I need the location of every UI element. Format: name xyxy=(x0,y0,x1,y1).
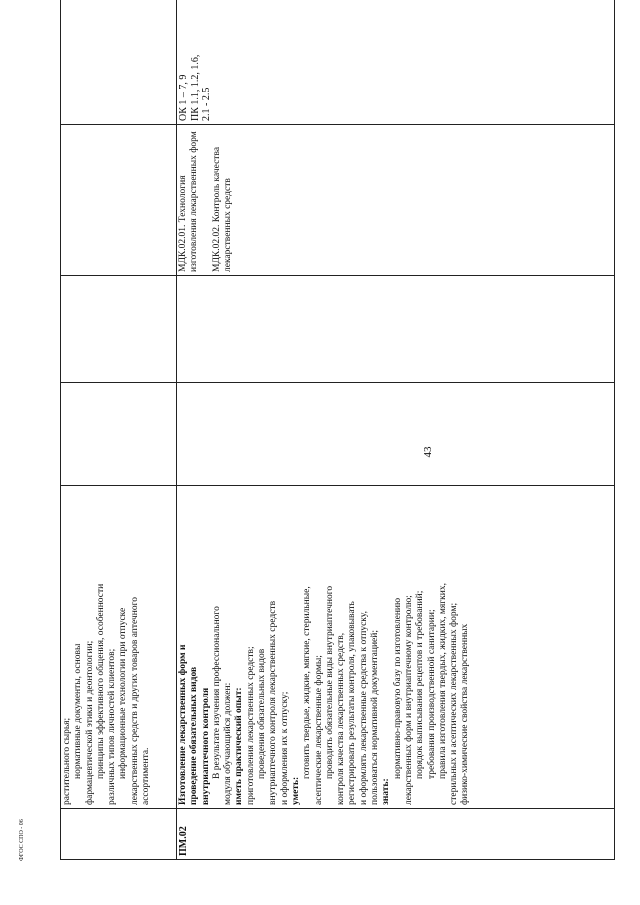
module-title-line: проведение обязательных видов xyxy=(189,666,200,805)
module-title-line: Изготовление лекарственных форм и xyxy=(178,644,188,805)
text-line: лекарственных средств и других товаров аптечного xyxy=(129,596,140,805)
practice-label: иметь практический опыт: xyxy=(234,687,245,805)
module-content-cell xyxy=(177,486,615,809)
module-title-line: внутриаптечного контроля xyxy=(200,687,211,805)
text-line: асептические лекарственные формы; xyxy=(313,655,324,805)
empty-cell xyxy=(61,383,177,486)
know-label: знать: xyxy=(381,778,392,805)
text-line: регистрировать результаты контроля, упаковывать xyxy=(347,601,358,805)
curriculum-table xyxy=(60,0,615,860)
text-line: принципы эффективного общения, особенности xyxy=(95,583,106,779)
competency-line: 2.1 - 2.5 xyxy=(201,87,212,121)
mdk-02-02: МДК.02.02. Контроль качества лекарственных средств xyxy=(211,146,233,272)
competency-line: ОК 1 – 7, 9 xyxy=(178,74,189,121)
competency-cell-empty xyxy=(61,0,177,125)
empty-cell xyxy=(61,276,177,383)
text-line: контроля качества лекарственных средств, xyxy=(336,632,347,805)
table-row-pm02 xyxy=(177,0,615,860)
text-line: готовить твердые, жидкие, мягкие, стерильные, xyxy=(302,586,313,779)
text-line: стерильных и асептических лекарственных форм; xyxy=(449,602,460,805)
module-code-cell: ПМ.02 xyxy=(177,809,615,860)
text-line: пользоваться нормативной документацией; xyxy=(370,630,381,805)
empty-cell xyxy=(177,276,615,383)
skills-label: уметь: xyxy=(290,776,301,805)
text-line: фармацевтической этики и деонтологии; xyxy=(84,640,95,805)
text-line: растительного сырья; xyxy=(62,717,72,805)
text-line: и оформлять лекарственные средства к отпуску, xyxy=(358,611,369,805)
content-cell-continuation xyxy=(61,486,177,809)
text-line: нормативные документы, основы xyxy=(73,643,84,779)
text-line: лекарственных форм и внутриаптечному контролю; xyxy=(403,595,414,805)
mdk-cell-empty xyxy=(61,125,177,276)
mdk-02-01: МДК.02.01. Технология изготовления лекарственных форм xyxy=(178,131,200,272)
mdk-cell xyxy=(177,125,615,276)
competency-cell xyxy=(177,0,615,125)
empty-cell xyxy=(177,383,615,486)
text-line: проводить обязательные виды внутриаптечного xyxy=(324,585,335,779)
text-line: нормативно-правовую базу по изготовлению xyxy=(392,597,403,779)
page-number: 43 xyxy=(422,446,434,458)
text-line: внутриаптечного контроля лекарственных средств xyxy=(268,600,279,805)
text-line: информационные технологии при отпуске xyxy=(118,607,129,779)
text-line: проведения обязательных видов xyxy=(257,648,268,779)
text-line: требования производственной санитарии; xyxy=(426,609,437,779)
text-line: модуля обучающийся должен: xyxy=(223,682,234,805)
curriculum-table-rotated xyxy=(60,40,615,860)
text-line: порядок выписывания рецептов и требований; xyxy=(415,590,426,779)
text-line: и оформления их к отпуску; xyxy=(279,691,290,805)
competency-line: ПК 1.1, 1.2, 1.6, xyxy=(189,54,201,121)
text-line: приготовления лекарственных средств; xyxy=(245,646,256,805)
text-line: ассортимента. xyxy=(141,747,152,805)
module-code-cell-empty xyxy=(61,809,177,860)
footer-doc-code: ФГОС СПО - 06 xyxy=(19,819,25,861)
text-line: физико-химические свойства лекарственных xyxy=(460,623,471,805)
text-line: В результате изучения профессионального xyxy=(211,606,222,779)
text-line: различных типов личностей клиентов; xyxy=(107,648,118,805)
text-line: правила изготовления твердых, жидких, мягких, xyxy=(437,582,448,779)
table-row-continuation xyxy=(61,0,177,860)
